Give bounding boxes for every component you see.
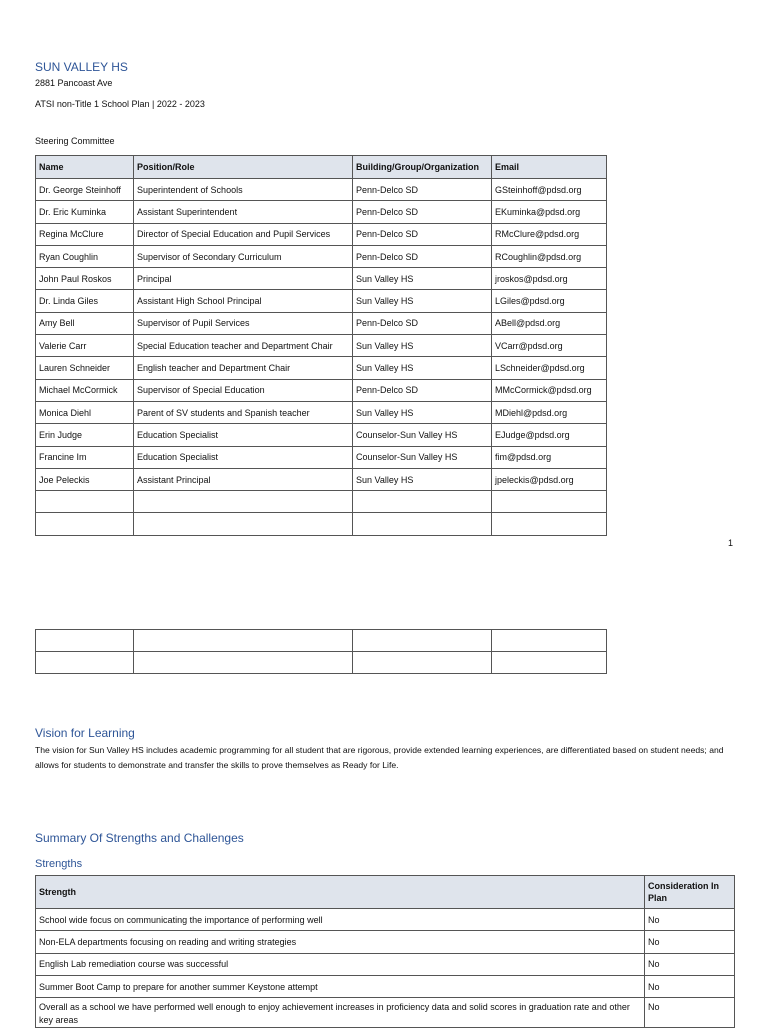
table-header-row: [36, 156, 607, 179]
table-cell: Sun Valley HS: [353, 268, 492, 290]
table-cell: ABell@pdsd.org: [492, 312, 607, 334]
table-row: [36, 357, 607, 379]
table-cell: Penn-Delco SD: [353, 201, 492, 223]
table-cell: jroskos@pdsd.org: [492, 268, 607, 290]
table-cell: Penn-Delco SD: [353, 312, 492, 334]
table-row: [36, 909, 735, 931]
table-cell: John Paul Roskos: [36, 268, 134, 290]
table-cell: VCarr@pdsd.org: [492, 335, 607, 357]
table-cell: [492, 513, 607, 535]
table-cell: Joe Peleckis: [36, 468, 134, 490]
table-cell: Director of Special Education and Pupil Services: [134, 223, 353, 245]
table-cell: [353, 652, 492, 674]
table-cell: Penn-Delco SD: [353, 179, 492, 201]
table-cell: Non-ELA departments focusing on reading and writing strategies: [36, 931, 645, 953]
school-name: SUN VALLEY HS: [35, 60, 128, 74]
table-row: [36, 401, 607, 423]
table-row: [36, 975, 735, 997]
table-cell: Penn-Delco SD: [353, 223, 492, 245]
table-row: [36, 335, 607, 357]
table-row: [36, 652, 607, 674]
table-cell: Parent of SV students and Spanish teacher: [134, 401, 353, 423]
table-cell: Counselor-Sun Valley HS: [353, 424, 492, 446]
table-cell: Education Specialist: [134, 424, 353, 446]
table-header-row: [36, 876, 735, 909]
column-header: Email: [492, 156, 607, 179]
table-cell: Counselor-Sun Valley HS: [353, 446, 492, 468]
table-cell: MMcCormick@pdsd.org: [492, 379, 607, 401]
table-cell: [353, 491, 492, 513]
table-cell: Francine Im: [36, 446, 134, 468]
table-row: [36, 468, 607, 490]
table-cell: Sun Valley HS: [353, 290, 492, 312]
table-cell: RCoughlin@pdsd.org: [492, 245, 607, 267]
table-cell: Special Education teacher and Department Chair: [134, 335, 353, 357]
column-header: Building/Group/Organization: [353, 156, 492, 179]
table-cell: Dr. George Steinhoff: [36, 179, 134, 201]
table-cell: Erin Judge: [36, 424, 134, 446]
table-row: [36, 179, 607, 201]
table-row: [36, 491, 607, 513]
table-cell: Sun Valley HS: [353, 468, 492, 490]
table-cell: English Lab remediation course was successful: [36, 953, 645, 975]
table-cell: Regina McClure: [36, 223, 134, 245]
table-cell: Ryan Coughlin: [36, 245, 134, 267]
school-address: 2881 Pancoast Ave: [35, 78, 113, 88]
table-cell: No: [645, 953, 735, 975]
table-cell: [134, 513, 353, 535]
table-cell: Assistant High School Principal: [134, 290, 353, 312]
table-cell: [492, 630, 607, 652]
table-cell: Penn-Delco SD: [353, 379, 492, 401]
table-row: [36, 201, 607, 223]
vision-text: The vision for Sun Valley HS includes academic programming for all student that are rigorous, provide extended learning experiences, are differentiated based on student needs; and allows for students to demonstrate and transfer the skills to prove themselves as Ready for Life.: [35, 745, 724, 770]
table-row: [36, 931, 735, 953]
table-cell: Michael McCormick: [36, 379, 134, 401]
strengths-heading: Strengths: [35, 858, 83, 870]
table-row: [36, 630, 607, 652]
table-cell: No: [645, 909, 735, 931]
column-header: Consideration In Plan: [645, 876, 735, 909]
steering-committee-table: [35, 155, 607, 536]
table-cell: fim@pdsd.org: [492, 446, 607, 468]
table-cell: Supervisor of Secondary Curriculum: [134, 245, 353, 267]
table-cell: Overall as a school we have performed well enough to enjoy achievement increases in proficiency data and solid scores in graduation rate and other key areas: [36, 998, 645, 1028]
table-cell: [36, 652, 134, 674]
strengths-table: [35, 875, 735, 1028]
table-cell: Lauren Schneider: [36, 357, 134, 379]
table-cell: GSteinhoff@pdsd.org: [492, 179, 607, 201]
table-cell: jpeleckis@pdsd.org: [492, 468, 607, 490]
table-cell: No: [645, 998, 735, 1028]
summary-heading: Summary Of Strengths and Challenges: [35, 831, 244, 845]
table-cell: Valerie Carr: [36, 335, 134, 357]
table-cell: English teacher and Department Chair: [134, 357, 353, 379]
table-cell: Assistant Principal: [134, 468, 353, 490]
table-row: [36, 424, 607, 446]
table-cell: [134, 491, 353, 513]
table-cell: Summer Boot Camp to prepare for another summer Keystone attempt: [36, 975, 645, 997]
table-cell: Monica Diehl: [36, 401, 134, 423]
table-cell: No: [645, 931, 735, 953]
table-row: [36, 312, 607, 334]
column-header: Strength: [36, 876, 645, 909]
table-cell: No: [645, 975, 735, 997]
table-cell: Sun Valley HS: [353, 335, 492, 357]
table-cell: EKuminka@pdsd.org: [492, 201, 607, 223]
table-cell: LGiles@pdsd.org: [492, 290, 607, 312]
table-cell: School wide focus on communicating the importance of performing well: [36, 909, 645, 931]
table-cell: [134, 630, 353, 652]
table-cell: Dr. Eric Kuminka: [36, 201, 134, 223]
table-cell: Superintendent of Schools: [134, 179, 353, 201]
table-cell: Sun Valley HS: [353, 357, 492, 379]
table-cell: Penn-Delco SD: [353, 245, 492, 267]
column-header: Position/Role: [134, 156, 353, 179]
table-cell: [353, 513, 492, 535]
table-cell: Supervisor of Special Education: [134, 379, 353, 401]
table-row: [36, 223, 607, 245]
table-row: [36, 379, 607, 401]
table-cell: Assistant Superintendent: [134, 201, 353, 223]
table-cell: [36, 630, 134, 652]
table-cell: [492, 491, 607, 513]
vision-heading: Vision for Learning: [35, 726, 135, 740]
table-cell: MDiehl@pdsd.org: [492, 401, 607, 423]
table-cell: Sun Valley HS: [353, 401, 492, 423]
table-cell: EJudge@pdsd.org: [492, 424, 607, 446]
column-header: Name: [36, 156, 134, 179]
table-cell: [36, 513, 134, 535]
table-cell: Supervisor of Pupil Services: [134, 312, 353, 334]
table-row: [36, 513, 607, 535]
table-row: [36, 998, 735, 1028]
table-row: [36, 953, 735, 975]
table-row: [36, 268, 607, 290]
table-cell: LSchneider@pdsd.org: [492, 357, 607, 379]
table-cell: Education Specialist: [134, 446, 353, 468]
table-cell: RMcClure@pdsd.org: [492, 223, 607, 245]
table-cell: [134, 652, 353, 674]
table-cell: [353, 630, 492, 652]
table-row: [36, 245, 607, 267]
table-cell: Amy Bell: [36, 312, 134, 334]
table-cell: [492, 652, 607, 674]
steering-committee-table-continued: [35, 629, 607, 674]
steering-committee-title: Steering Committee: [35, 136, 115, 146]
table-cell: Dr. Linda Giles: [36, 290, 134, 312]
table-row: [36, 290, 607, 312]
table-cell: Principal: [134, 268, 353, 290]
plan-line: ATSI non-Title 1 School Plan | 2022 - 2023: [35, 99, 205, 109]
page-number: 1: [728, 538, 734, 548]
table-cell: [36, 491, 134, 513]
table-row: [36, 446, 607, 468]
